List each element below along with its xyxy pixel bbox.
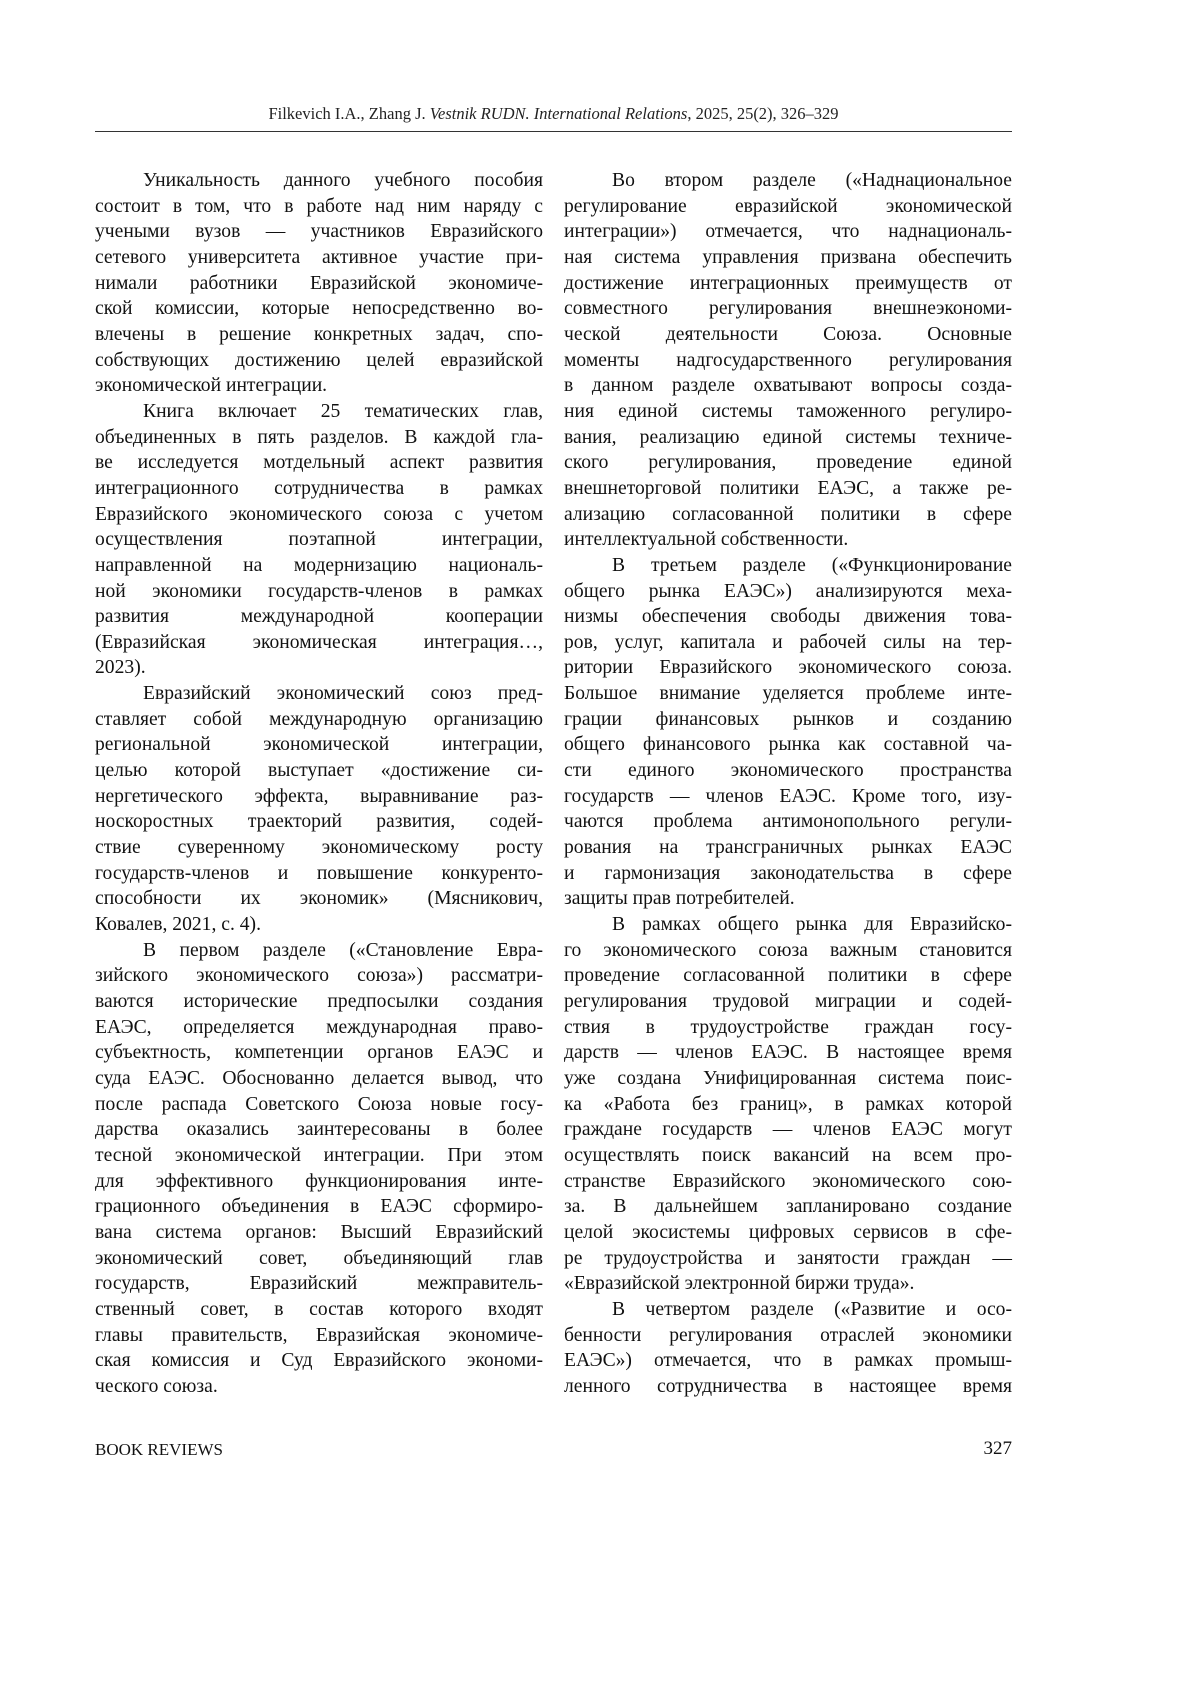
text-line: ского регулирования, проведение единой [564, 450, 1012, 476]
text-line: бенности регулирования отраслей экономики [564, 1323, 1012, 1349]
header-authors: Filkevich I.A., Zhang J. [268, 104, 429, 123]
text-line: нимали работники Евразийской экономиче- [95, 271, 543, 297]
text-line: ре трудоустройства и занятости граждан — [564, 1246, 1012, 1272]
text-line: Евразийский экономический союз пред- [95, 681, 543, 707]
text-line: носкоростных траекторий развития, содей- [95, 809, 543, 835]
text-line: совместного регулирования внешнеэкономи- [564, 296, 1012, 322]
text-line: региональной экономической интеграции, [95, 732, 543, 758]
text-line: собствующих достижению целей евразийской [95, 348, 543, 374]
text-line: ская комиссия и Суд Евразийского экономи- [95, 1348, 543, 1374]
text-line: уже создана Унифицированная система поис- [564, 1066, 1012, 1092]
text-line: Ковалев, 2021, с. 4). [95, 912, 543, 938]
text-line: ве исследуется мотдельный аспект развития [95, 450, 543, 476]
text-line: государств-членов и повышение конкуренто- [95, 861, 543, 887]
text-line: рования на трансграничных рынках ЕАЭС [564, 835, 1012, 861]
footer-section-label: BOOK REVIEWS [95, 1440, 223, 1460]
text-line: тесной экономической интеграции. При этом [95, 1143, 543, 1169]
text-line: ческого союза. [95, 1374, 543, 1400]
text-line: за. В дальнейшем запланировано создание [564, 1194, 1012, 1220]
text-line: суда ЕАЭС. Обоснованно делается вывод, что [95, 1066, 543, 1092]
text-line: дарств — членов ЕАЭС. В настоящее время [564, 1040, 1012, 1066]
header-citation: , 2025, 25(2), 326–329 [687, 104, 838, 123]
paragraph [564, 168, 1012, 553]
text-line: В первом разделе («Становление Евра- [95, 938, 543, 964]
text-line: 2023). [95, 655, 543, 681]
paragraph [95, 168, 543, 399]
text-line: государств — членов ЕАЭС. Кроме того, изу- [564, 784, 1012, 810]
text-line: влечены в решение конкретных задач, спо- [95, 322, 543, 348]
text-line: ЕАЭС, определяется международная право- [95, 1015, 543, 1041]
header-journal: Vestnik RUDN. International Relations [430, 104, 688, 123]
text-line: зийского экономического союза») рассматри- [95, 963, 543, 989]
text-line: ЕАЭС») отмечается, что в рамках промыш- [564, 1348, 1012, 1374]
paragraph [564, 1297, 1012, 1400]
text-line: Уникальность данного учебного пособия [95, 168, 543, 194]
text-line: го экономического союза важным становится [564, 938, 1012, 964]
text-line: Евразийского экономического союза с учетом [95, 502, 543, 528]
text-line: ленного сотрудничества в настоящее время [564, 1374, 1012, 1400]
text-line: интеграционного сотрудничества в рамках [95, 476, 543, 502]
text-line: главы правительств, Евразийская экономиче- [95, 1323, 543, 1349]
text-line: ализацию согласованной политики в сфере [564, 502, 1012, 528]
text-line: Во втором разделе («Наднациональное [564, 168, 1012, 194]
text-line: Книга включает 25 тематических глав, [95, 399, 543, 425]
text-line: осуществления поэтапной интеграции, [95, 527, 543, 553]
header-rule [95, 131, 1012, 132]
text-line: общего финансового рынка как составной ча- [564, 732, 1012, 758]
text-line: граждане государств — членов ЕАЭС могут [564, 1117, 1012, 1143]
text-line: учеными вузов — участников Евразийского [95, 219, 543, 245]
text-line: В рамках общего рынка для Евразийско- [564, 912, 1012, 938]
text-line: «Евразийской электронной биржи труда». [564, 1271, 1012, 1297]
text-line: низмы обеспечения свободы движения това- [564, 604, 1012, 630]
text-line: целью которой выступает «достижение си- [95, 758, 543, 784]
text-line: для эффективного функционирования инте- [95, 1169, 543, 1195]
text-line: интеграции») отмечается, что наднациональ- [564, 219, 1012, 245]
text-line: экономический совет, объединяющий глав [95, 1246, 543, 1272]
text-line: ствия в трудоустройстве граждан госу- [564, 1015, 1012, 1041]
paragraph [564, 553, 1012, 912]
page-number: 327 [972, 1438, 1012, 1460]
right-column [564, 168, 1012, 1400]
text-line: моменты надгосударственного регулирования [564, 348, 1012, 374]
text-line: осуществлять поиск вакансий на всем про- [564, 1143, 1012, 1169]
paragraph [564, 912, 1012, 1297]
text-line: В четвертом разделе («Развитие и осо- [564, 1297, 1012, 1323]
text-line: экономической интеграции. [95, 373, 543, 399]
text-line: ской комиссии, которые непосредственно во- [95, 296, 543, 322]
text-line: достижение интеграционных преимуществ от [564, 271, 1012, 297]
text-line: Большое внимание уделяется проблеме инте- [564, 681, 1012, 707]
text-line: после распада Советского Союза новые госу- [95, 1092, 543, 1118]
text-line: внешнеторговой политики ЕАЭС, а также ре- [564, 476, 1012, 502]
text-line: (Евразийская экономическая интеграция…, [95, 630, 543, 656]
paragraph [95, 938, 543, 1400]
text-line: ственный совет, в состав которого входят [95, 1297, 543, 1323]
text-line: регулирование евразийской экономической [564, 194, 1012, 220]
text-line: ритории Евразийского экономического союза. [564, 655, 1012, 681]
text-line: чаются проблема антимонопольного регули- [564, 809, 1012, 835]
text-line: ваются исторические предпосылки создания [95, 989, 543, 1015]
text-line: субъектность, компетенции органов ЕАЭС и [95, 1040, 543, 1066]
text-line: дарства оказались заинтересованы в более [95, 1117, 543, 1143]
text-line: в данном разделе охватывают вопросы созда- [564, 373, 1012, 399]
running-header [95, 104, 1012, 124]
paragraph [95, 399, 543, 681]
text-line: направленной на модернизацию националь- [95, 553, 543, 579]
text-line: сетевого университета активное участие при- [95, 245, 543, 271]
text-line: ров, услуг, капитала и рабочей силы на тер- [564, 630, 1012, 656]
text-line: и гармонизация законодательства в сфере [564, 861, 1012, 887]
text-line: ка «Работа без границ», в рамках которой [564, 1092, 1012, 1118]
text-line: грационного объединения в ЕАЭС сформиро- [95, 1194, 543, 1220]
text-line: ния единой системы таможенного регулиро- [564, 399, 1012, 425]
paragraph [95, 681, 543, 938]
text-line: способности их экономик» (Мясникович, [95, 886, 543, 912]
text-line: В третьем разделе («Функционирование [564, 553, 1012, 579]
text-line: вана система органов: Высший Евразийский [95, 1220, 543, 1246]
text-line: вания, реализацию единой системы техниче- [564, 425, 1012, 451]
text-line: ная система управления призвана обеспечить [564, 245, 1012, 271]
text-line: ствие суверенному экономическому росту [95, 835, 543, 861]
text-line: интеллектуальной собственности. [564, 527, 1012, 553]
text-line: сти единого экономического пространства [564, 758, 1012, 784]
text-line: ной экономики государств-членов в рамках [95, 579, 543, 605]
text-line: странстве Евразийского экономического сою- [564, 1169, 1012, 1195]
text-line: ставляет собой международную организацию [95, 707, 543, 733]
text-line: регулирования трудовой миграции и содей- [564, 989, 1012, 1015]
text-line: проведение согласованной политики в сфере [564, 963, 1012, 989]
text-line: нергетического эффекта, выравнивание раз- [95, 784, 543, 810]
left-column [95, 168, 543, 1400]
text-line: ческой деятельности Союза. Основные [564, 322, 1012, 348]
text-line: защиты прав потребителей. [564, 886, 1012, 912]
text-line: целой экосистемы цифровых сервисов в сфе- [564, 1220, 1012, 1246]
text-line: состоит в том, что в работе над ним наряду с [95, 194, 543, 220]
text-line: грации финансовых рынков и созданию [564, 707, 1012, 733]
text-line: государств, Евразийский межправитель- [95, 1271, 543, 1297]
text-line: общего рынка ЕАЭС») анализируются меха- [564, 579, 1012, 605]
text-line: развития международной кооперации [95, 604, 543, 630]
text-line: объединенных в пять разделов. В каждой гла- [95, 425, 543, 451]
